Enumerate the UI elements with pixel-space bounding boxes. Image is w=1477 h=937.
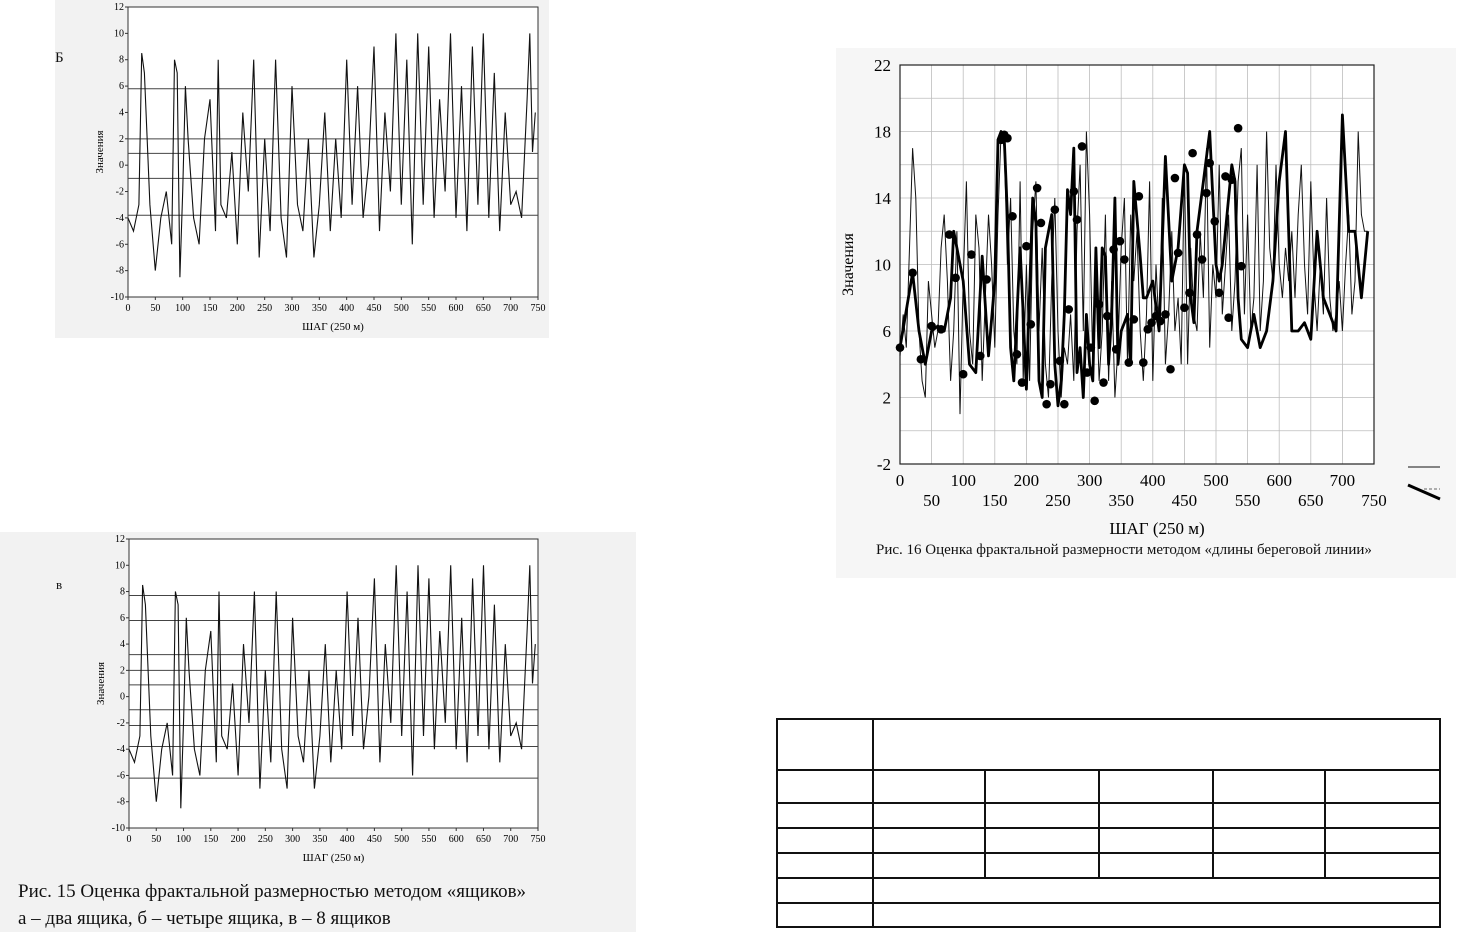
- x-tick-label: 400: [1140, 471, 1166, 490]
- x-axis-label: ШАГ (250 м): [302, 321, 364, 333]
- y-tick-label: -4: [116, 744, 125, 756]
- data-point: [967, 250, 976, 259]
- table-cell: [1325, 828, 1440, 853]
- table-cell: [1099, 770, 1213, 803]
- table-row: [777, 878, 1440, 903]
- x-tick-label: 650: [1298, 491, 1324, 510]
- data-point: [976, 352, 985, 361]
- x-tick-label: 200: [230, 834, 246, 845]
- table-cell: [777, 770, 873, 803]
- x-tick-label: 350: [312, 834, 328, 845]
- table-row: [777, 719, 1440, 770]
- data-point: [1087, 343, 1096, 352]
- x-tick-label: 550: [1234, 491, 1261, 510]
- y-tick-label: -8: [116, 796, 125, 808]
- y-tick-label: -4: [115, 212, 124, 224]
- table-cell: [1213, 828, 1325, 853]
- data-point: [1130, 315, 1139, 324]
- x-tick-label: 500: [394, 834, 410, 845]
- x-tick-label: 500: [1203, 471, 1229, 490]
- data-point: [1078, 142, 1087, 151]
- chart-b: [55, 0, 549, 338]
- data-point: [1070, 187, 1079, 196]
- x-tick-label: 700: [1329, 471, 1356, 490]
- data-point: [1193, 230, 1202, 239]
- y-axis-label: Значения: [95, 661, 107, 706]
- table-row: [777, 853, 1440, 878]
- data-point: [1180, 303, 1189, 312]
- table-cell: [985, 770, 1099, 803]
- data-point: [1139, 358, 1148, 367]
- y-tick-label: 4: [119, 107, 124, 119]
- data-point: [1095, 300, 1104, 309]
- y-tick-label: 10: [115, 560, 125, 572]
- data-point: [1033, 184, 1042, 193]
- data-point: [1027, 320, 1036, 329]
- panel-label-b: Б: [55, 50, 64, 66]
- y-tick-label: 14: [874, 189, 891, 208]
- y-tick-label: 22: [874, 56, 891, 75]
- x-tick-label: 50: [151, 834, 162, 845]
- y-tick-label: -8: [115, 265, 124, 277]
- fig15-caption-line2: а – два ящика, б – четыре ящика, в – 8 ящиков: [18, 908, 391, 929]
- table-row: [777, 770, 1440, 803]
- data-point: [1051, 205, 1060, 214]
- x-tick-label: 600: [448, 834, 464, 845]
- table-cell: [873, 770, 985, 803]
- data-point: [1003, 134, 1012, 143]
- data-point: [1120, 255, 1129, 264]
- y-tick-label: -10: [110, 292, 124, 303]
- table-cell: [1099, 803, 1213, 828]
- table-cell: [1099, 828, 1213, 853]
- data-point: [1046, 380, 1055, 389]
- y-tick-label: 2: [120, 665, 125, 677]
- y-tick-label: 6: [120, 612, 125, 624]
- x-tick-label: 550: [421, 303, 437, 314]
- data-point: [1013, 350, 1022, 359]
- legend-thick-symbol: [1408, 485, 1440, 499]
- data-point: [1112, 345, 1121, 354]
- x-axis-label: ШАГ (250 м): [1109, 519, 1205, 538]
- table-cell: [777, 853, 873, 878]
- x-tick-label: 600: [1266, 471, 1292, 490]
- data-point: [1103, 312, 1112, 321]
- x-tick-label: 100: [176, 834, 192, 845]
- y-tick-label: 10: [114, 28, 124, 40]
- data-point: [1008, 212, 1017, 221]
- y-tick-label: -2: [876, 455, 891, 474]
- data-point: [1171, 174, 1180, 183]
- table-cell: [873, 878, 1440, 903]
- data-point: [1198, 255, 1207, 264]
- chart-v: [0, 532, 636, 932]
- x-tick-label: 0: [126, 834, 132, 845]
- x-tick-label: 50: [923, 491, 941, 510]
- data-point: [1018, 378, 1027, 387]
- data-point: [1202, 189, 1211, 198]
- data-point: [1037, 219, 1046, 228]
- x-axis-label: ШАГ (250 м): [302, 852, 365, 864]
- data-point: [1135, 192, 1144, 201]
- table-cell: [777, 719, 873, 770]
- x-tick-label: 150: [982, 491, 1008, 510]
- x-tick-label: 250: [1045, 491, 1071, 510]
- empty-table: [776, 718, 1441, 928]
- table-cell: [1213, 803, 1325, 828]
- data-point: [1124, 358, 1133, 367]
- y-tick-label: 8: [119, 54, 124, 66]
- y-tick-label: 4: [120, 639, 125, 651]
- table-cell: [1099, 853, 1213, 878]
- x-tick-label: 650: [475, 834, 491, 845]
- table-cell: [873, 719, 1440, 770]
- y-tick-label: 8: [120, 586, 125, 598]
- table-cell: [985, 853, 1099, 878]
- data-point: [1073, 215, 1082, 224]
- table-cell: [777, 878, 873, 903]
- data-point: [1116, 237, 1125, 246]
- table-cell: [1213, 853, 1325, 878]
- x-tick-label: 700: [503, 834, 519, 845]
- table-cell: [1325, 770, 1440, 803]
- y-axis-label: Значения: [840, 233, 857, 296]
- y-tick-label: -6: [115, 239, 124, 251]
- table-cell: [777, 903, 873, 927]
- data-point: [1185, 288, 1194, 297]
- x-tick-label: 200: [1013, 471, 1040, 490]
- data-point: [1234, 124, 1243, 133]
- table-cell: [777, 828, 873, 853]
- x-tick-label: 750: [1361, 491, 1387, 510]
- y-tick-label: 6: [882, 322, 891, 341]
- data-point: [1060, 400, 1069, 409]
- data-point: [937, 325, 946, 334]
- y-tick-label: 0: [120, 691, 125, 703]
- data-point: [1090, 397, 1099, 406]
- table-cell: [1325, 803, 1440, 828]
- data-point: [1109, 245, 1118, 254]
- chart-panel-v: [0, 532, 636, 932]
- x-tick-label: 400: [339, 834, 355, 845]
- x-tick-label: 450: [366, 834, 382, 845]
- data-point: [917, 355, 926, 364]
- y-tick-label: -2: [116, 717, 125, 729]
- data-point: [1042, 400, 1051, 409]
- fig16-panel: [836, 48, 1456, 578]
- panel-label-v: в: [56, 577, 63, 592]
- x-tick-label: 350: [1108, 491, 1134, 510]
- x-tick-label: 150: [202, 303, 218, 314]
- x-tick-label: 550: [421, 834, 437, 845]
- table-cell: [985, 803, 1099, 828]
- x-tick-label: 200: [229, 303, 245, 314]
- x-tick-label: 750: [530, 834, 546, 845]
- fig16-caption: Рис. 16 Оценка фрактальной размерности методом «длины береговой линии»: [876, 542, 1372, 558]
- data-point: [959, 370, 968, 379]
- data-point: [1083, 368, 1092, 377]
- y-tick-label: -10: [111, 823, 125, 834]
- y-tick-label: 12: [114, 2, 124, 13]
- x-tick-label: 450: [1171, 491, 1198, 510]
- table-cell: [1325, 853, 1440, 878]
- data-point: [945, 230, 954, 239]
- chart-panel-b: [55, 0, 549, 338]
- x-tick-label: 150: [203, 834, 219, 845]
- x-tick-label: 450: [366, 303, 382, 314]
- y-tick-label: 12: [115, 534, 125, 545]
- x-tick-label: 0: [895, 471, 905, 490]
- data-point: [1022, 242, 1031, 251]
- table-row: [777, 803, 1440, 828]
- x-tick-label: 100: [950, 471, 976, 490]
- y-tick-label: -2: [115, 186, 124, 198]
- table-row: [777, 828, 1440, 853]
- table-cell: [1213, 770, 1325, 803]
- x-tick-label: 250: [257, 834, 273, 845]
- x-tick-label: 400: [339, 303, 355, 314]
- table-cell: [985, 828, 1099, 853]
- data-point: [1056, 357, 1065, 366]
- data-point: [1099, 378, 1108, 387]
- y-tick-label: 0: [119, 160, 124, 172]
- table-cell: [873, 828, 985, 853]
- data-point: [1228, 175, 1237, 184]
- x-tick-label: 700: [503, 303, 519, 314]
- x-tick-label: 350: [311, 303, 327, 314]
- y-tick-label: 10: [874, 255, 891, 275]
- y-tick-label: 2: [119, 133, 124, 145]
- data-point: [1161, 310, 1170, 319]
- table-row: [777, 903, 1440, 927]
- x-tick-label: 300: [1076, 471, 1103, 490]
- data-point: [1205, 159, 1214, 168]
- x-tick-label: 300: [284, 303, 300, 314]
- data-point: [1188, 149, 1197, 158]
- chart-16: [836, 48, 1456, 578]
- x-tick-label: 250: [257, 303, 273, 314]
- y-tick-label: 18: [874, 122, 891, 142]
- table-cell: [777, 803, 873, 828]
- x-tick-label: 500: [393, 303, 409, 314]
- data-point: [927, 322, 936, 331]
- data-point: [1224, 313, 1233, 322]
- x-tick-label: 300: [285, 834, 301, 845]
- data-point: [1210, 217, 1219, 226]
- table-cell: [873, 903, 1440, 927]
- y-axis-label: Значения: [94, 130, 106, 174]
- x-tick-label: 600: [448, 303, 464, 314]
- data-point: [908, 269, 917, 278]
- x-tick-label: 650: [475, 303, 491, 314]
- data-point: [951, 274, 960, 283]
- data-point: [1237, 262, 1246, 271]
- data-point: [1064, 305, 1073, 314]
- table-cell: [873, 853, 985, 878]
- x-tick-label: 750: [530, 303, 546, 314]
- y-tick-label: 2: [882, 388, 891, 408]
- table-cell: [873, 803, 985, 828]
- y-tick-label: 6: [119, 81, 124, 93]
- fig15-caption-line1: Рис. 15 Оценка фрактальной размерностью методом «ящиков»: [18, 881, 527, 902]
- x-tick-label: 100: [175, 303, 191, 314]
- x-tick-label: 0: [125, 303, 131, 314]
- data-point: [1174, 249, 1183, 258]
- x-tick-label: 50: [150, 303, 161, 314]
- y-tick-label: -6: [116, 770, 125, 782]
- data-point: [1166, 365, 1175, 374]
- data-point: [982, 275, 991, 284]
- data-point: [1215, 288, 1224, 297]
- data-point: [896, 343, 905, 352]
